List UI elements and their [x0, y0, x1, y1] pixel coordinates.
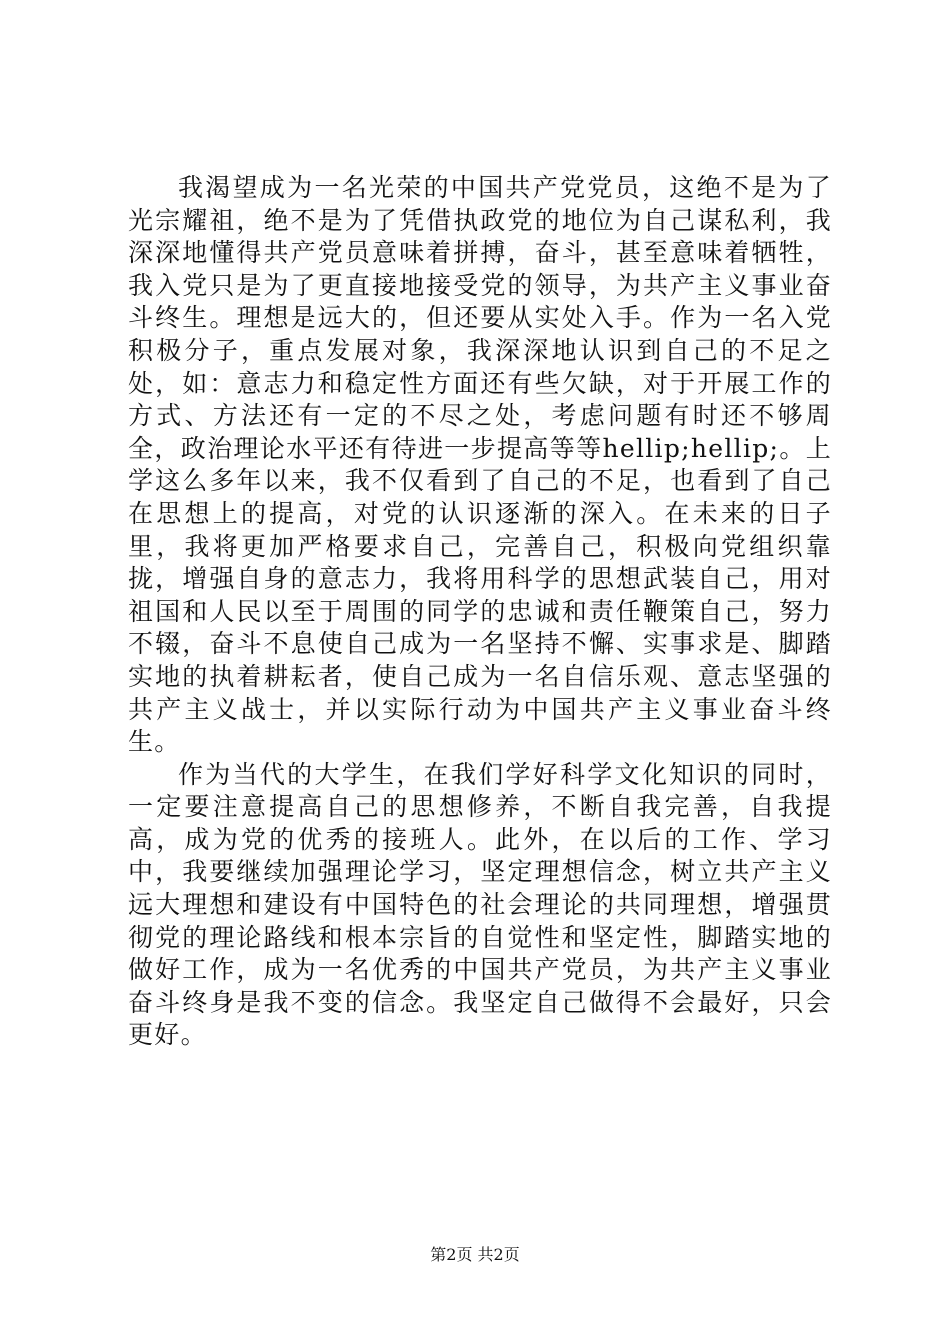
document-body: [128, 172, 832, 1052]
body-paragraph-2: 作为当代的大学生，在我们学好科学文化知识的同时，一定要注意提高自己的思想修养，不断自我完善，自我提高，成为党的优秀的接班人。此外，在以后的工作、学习中，我要继续加强理论学习，坚定理想信念，树立共产主义远大理想和建设有中国特色的社会理论的共同理想，增强贯彻党的理论路线和根本宗旨的自觉性和坚定性，脚踏实地的做好工作，成为一名优秀的中国共产党员，为共产主义事业奋斗终身是我不变的信念。我坚定自己做得不会最好，只会更好。: [128, 759, 832, 1050]
page-number-footer: 第2页 共2页: [430, 1245, 520, 1264]
body-paragraph-1: 我渴望成为一名光荣的中国共产党党员，这绝不是为了光宗耀祖，绝不是为了凭借执政党的地位为自己谋私利，我深深地懂得共产党员意味着拼搏，奋斗，甚至意味着牺牲，我入党只是为了更直接地接受党的领导，为共产主义事业奋斗终生。理想是远大的，但还要从实处入手。作为一名入党积极分子，重点发展对象，我深深地认识到自己的不足之处，如：意志力和稳定性方面还有些欠缺，对于开展工作的方式、方法还有一定的不尽之处，考虑问题有时还不够周全，政治理论水平还有待进一步提高等等hellip;hellip;。上学这么多年以来，我不仅看到了自己的不足，也看到了自己在思想上的提高，对党的认识逐渐的深入。在未来的日子里，我将更加严格要求自己，完善自己，积极向党组织靠拢，增强自身的意志力，我将用科学的思想武装自己，用对祖国和人民以至于周围的同学的忠诚和责任鞭策自己，努力不辍，奋斗不息使自己成为一名坚持不懈、实事求是、脚踏实地的执着耕耘者，使自己成为一名自信乐观、意志坚强的共产主义战士，并以实际行动为中国共产主义事业奋斗终生。: [128, 173, 832, 757]
